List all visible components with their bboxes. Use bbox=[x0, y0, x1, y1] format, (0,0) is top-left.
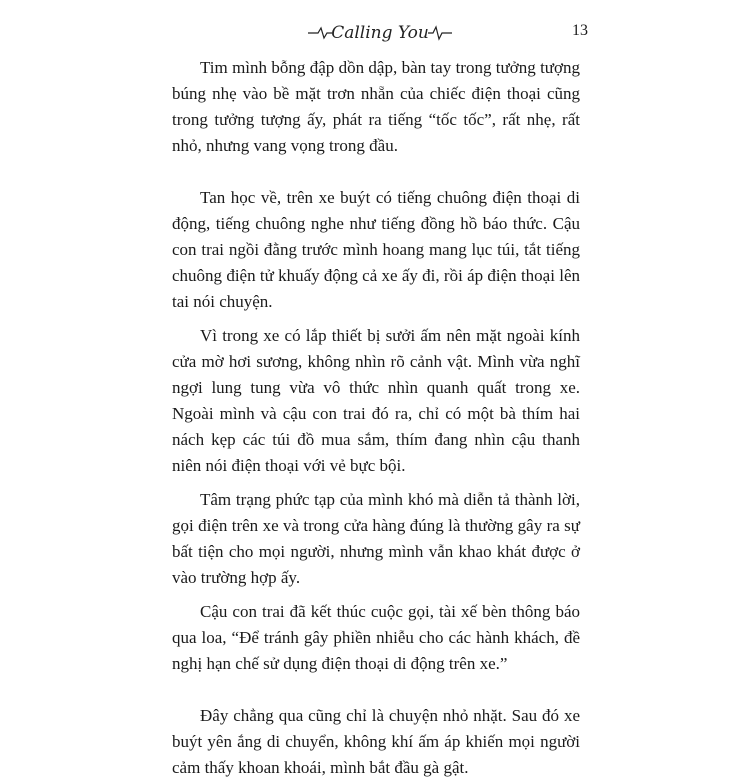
running-title-ornament bbox=[300, 18, 460, 48]
heartbeat-line-left-icon bbox=[308, 28, 332, 38]
running-title bbox=[300, 18, 460, 48]
section-break bbox=[172, 159, 580, 185]
paragraph: Đây chẳng qua cũng chỉ là chuyện nhỏ nhặt. Sau đó xe buýt yên ắng di chuyển, không khí ấm áp khiến mọi người cảm thấy khoan khoái, mình bắt đầu gà gật. bbox=[172, 706, 580, 777]
page-body bbox=[172, 55, 580, 781]
paragraph: Cậu con trai đã kết thúc cuộc gọi, tài xế bèn thông báo qua loa, “Để tránh gây phiền nhiễu cho các hành khách, đề nghị hạn chế sử dụng điện thoại di động trên xe.” bbox=[172, 602, 580, 673]
paragraph: Tan học về, trên xe buýt có tiếng chuông điện thoại di động, tiếng chuông nghe như tiếng đồng hồ báo thức. Cậu con trai ngồi đằng trước mình hoang mang lục túi, tắt tiếng chuông điện tử khuấy động cả xe ấy đi, rồi áp điện thoại lên tai nói chuyện. bbox=[172, 188, 580, 311]
paragraph: Vì trong xe có lắp thiết bị sưởi ấm nên mặt ngoài kính cửa mờ hơi sương, không nhìn rõ cảnh vật. Mình vừa nghĩ ngợi lung tung vừa vô thức nhìn quanh quất trong xe. Ngoài mình và cậu con trai đó ra, chỉ có một bà thím hai nách kẹp các túi đồ mua sắm, thím đang nhìn cậu thanh niên nói điện thoại với vẻ bực bội. bbox=[172, 326, 580, 475]
paragraph-spacing bbox=[172, 315, 580, 323]
page-number: 13 bbox=[572, 22, 588, 39]
paragraph: Tâm trạng phức tạp của mình khó mà diễn tả thành lời, gọi điện trên xe và trong cửa hàng đúng là thường gây ra sự bất tiện cho mọi người, nhưng mình vẫn khao khát được ở vào trường hợp ấy. bbox=[172, 490, 580, 587]
page-header bbox=[0, 18, 750, 48]
heartbeat-line-right-icon bbox=[428, 27, 452, 39]
running-title-text: Calling You bbox=[331, 23, 429, 43]
paragraph-spacing bbox=[172, 479, 580, 487]
paragraph: Tim mình bỗng đập dồn dập, bàn tay trong tưởng tượng búng nhẹ vào bề mặt trơn nhẵn của chiếc điện thoại cũng trong tưởng tượng ấy, phát ra tiếng “tốc tốc”, rất nhẹ, rất nhỏ, nhưng vang vọng trong đầu. bbox=[172, 58, 580, 155]
section-break bbox=[172, 677, 580, 703]
paragraph-spacing bbox=[172, 591, 580, 599]
